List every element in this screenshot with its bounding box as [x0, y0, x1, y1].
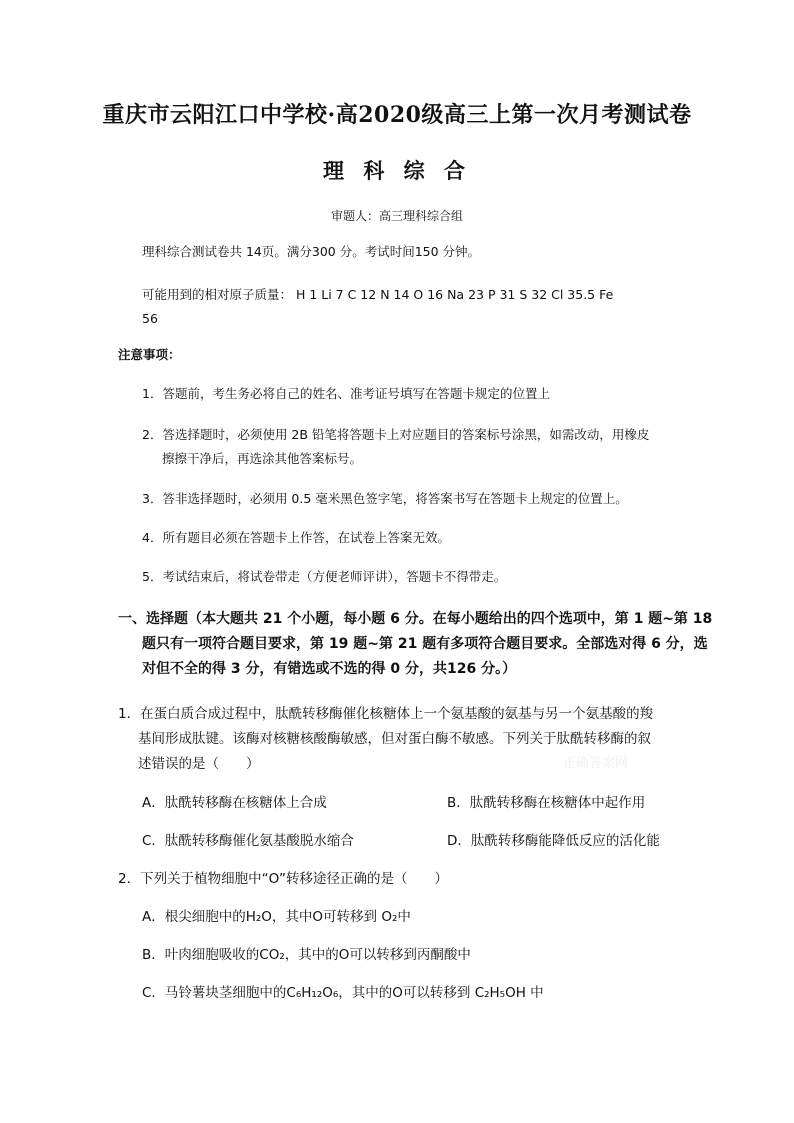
question-2-stem: 2．下列关于植物细胞中“O”转移途径正确的是（ ）	[118, 871, 448, 887]
intro-line-1: 理科综合测试卷共 14页。满分300 分。考试时间150 分钟。	[142, 244, 481, 259]
question-1-line-3: 述错误的是（ ）	[138, 756, 260, 772]
q1-option-c: C．肽酰转移酶催化氨基酸脱水缩合	[142, 833, 354, 849]
question-1-line-1: 1．在蛋白质合成过程中，肽酰转移酶催化核糖体上一个氨基酸的氨基与另一个氨基酸的羧	[118, 706, 654, 722]
notice-item-2-cont: 擦擦干净后，再选涂其他答案标号。	[162, 451, 363, 466]
watermark: 正确答案网	[563, 756, 629, 771]
intro-line-2: 可能用到的相对原子质量： H 1 Li 7 C 12 N 14 O 16 Na 23 P 31 S 32 Cl 35.5 Fe	[142, 287, 614, 302]
q2-option-a: A．根尖细胞中的H₂O，其中O可转移到 O₂中	[142, 909, 411, 925]
reviewer-line: 审题人：高三理科综合组	[330, 209, 463, 223]
q1-option-d: D．肽酰转移酶能降低反应的活化能	[447, 833, 660, 849]
q1-option-b: B．肽酰转移酶在核糖体中起作用	[447, 795, 646, 811]
section-line-3: 对但不全的得 3 分，有错选或不选的得 0 分，共126 分。）	[142, 661, 517, 677]
notice-heading: 注意事项：	[118, 347, 181, 362]
q2-option-b: B．叶肉细胞吸收的CO₂，其中的O可以转移到丙酮酸中	[142, 947, 471, 963]
q2-option-c: C．马铃薯块茎细胞中的C₆H₁₂O₆，其中的O可以转移到 C₂H₅OH 中	[142, 985, 544, 1001]
page-subtitle: 理 科 综 合	[323, 158, 471, 183]
section-line-2: 题只有一项符合题目要求，第 19 题~第 21 题有多项符合题目要求。全部选对得 6 分，选	[142, 636, 708, 652]
notice-item-2: 2．答选择题时，必须使用 2B 铅笔将答题卡上对应题目的答案标号涂黑，如需改动，用橡皮	[142, 427, 650, 442]
notice-item-3: 3．答非选择题时，必须用 0.5 毫米黑色签字笔，将答案书写在答题卡上规定的位置上。	[142, 491, 628, 506]
section-line-1: 一、选择题（本大题共 21 个小题，每小题 6 分。在每小题给出的四个选项中，第 1 题~第 18	[118, 611, 713, 627]
notice-item-1: 1．答题前，考生务必将自己的姓名、准考证号填写在答题卡规定的位置上	[142, 386, 550, 401]
section-choice-heading	[118, 607, 713, 682]
intro-line-3: 56	[142, 311, 158, 326]
notice-item-5: 5．考试结束后，将试卷带走（方便老师评讲），答题卡不得带走。	[142, 569, 507, 584]
q1-option-a: A．肽酰转移酶在核糖体上合成	[142, 795, 327, 811]
notice-item-4: 4．所有题目必须在答题卡上作答，在试卷上答案无效。	[142, 530, 450, 545]
page-title: 重庆市云阳江口中学校·高2020级高三上第一次月考测试卷	[102, 102, 692, 128]
question-1-line-2: 基间形成肽键。该酶对核糖核酸酶敏感，但对蛋白酶不敏感。下列关于肽酰转移酶的叙	[138, 731, 651, 747]
